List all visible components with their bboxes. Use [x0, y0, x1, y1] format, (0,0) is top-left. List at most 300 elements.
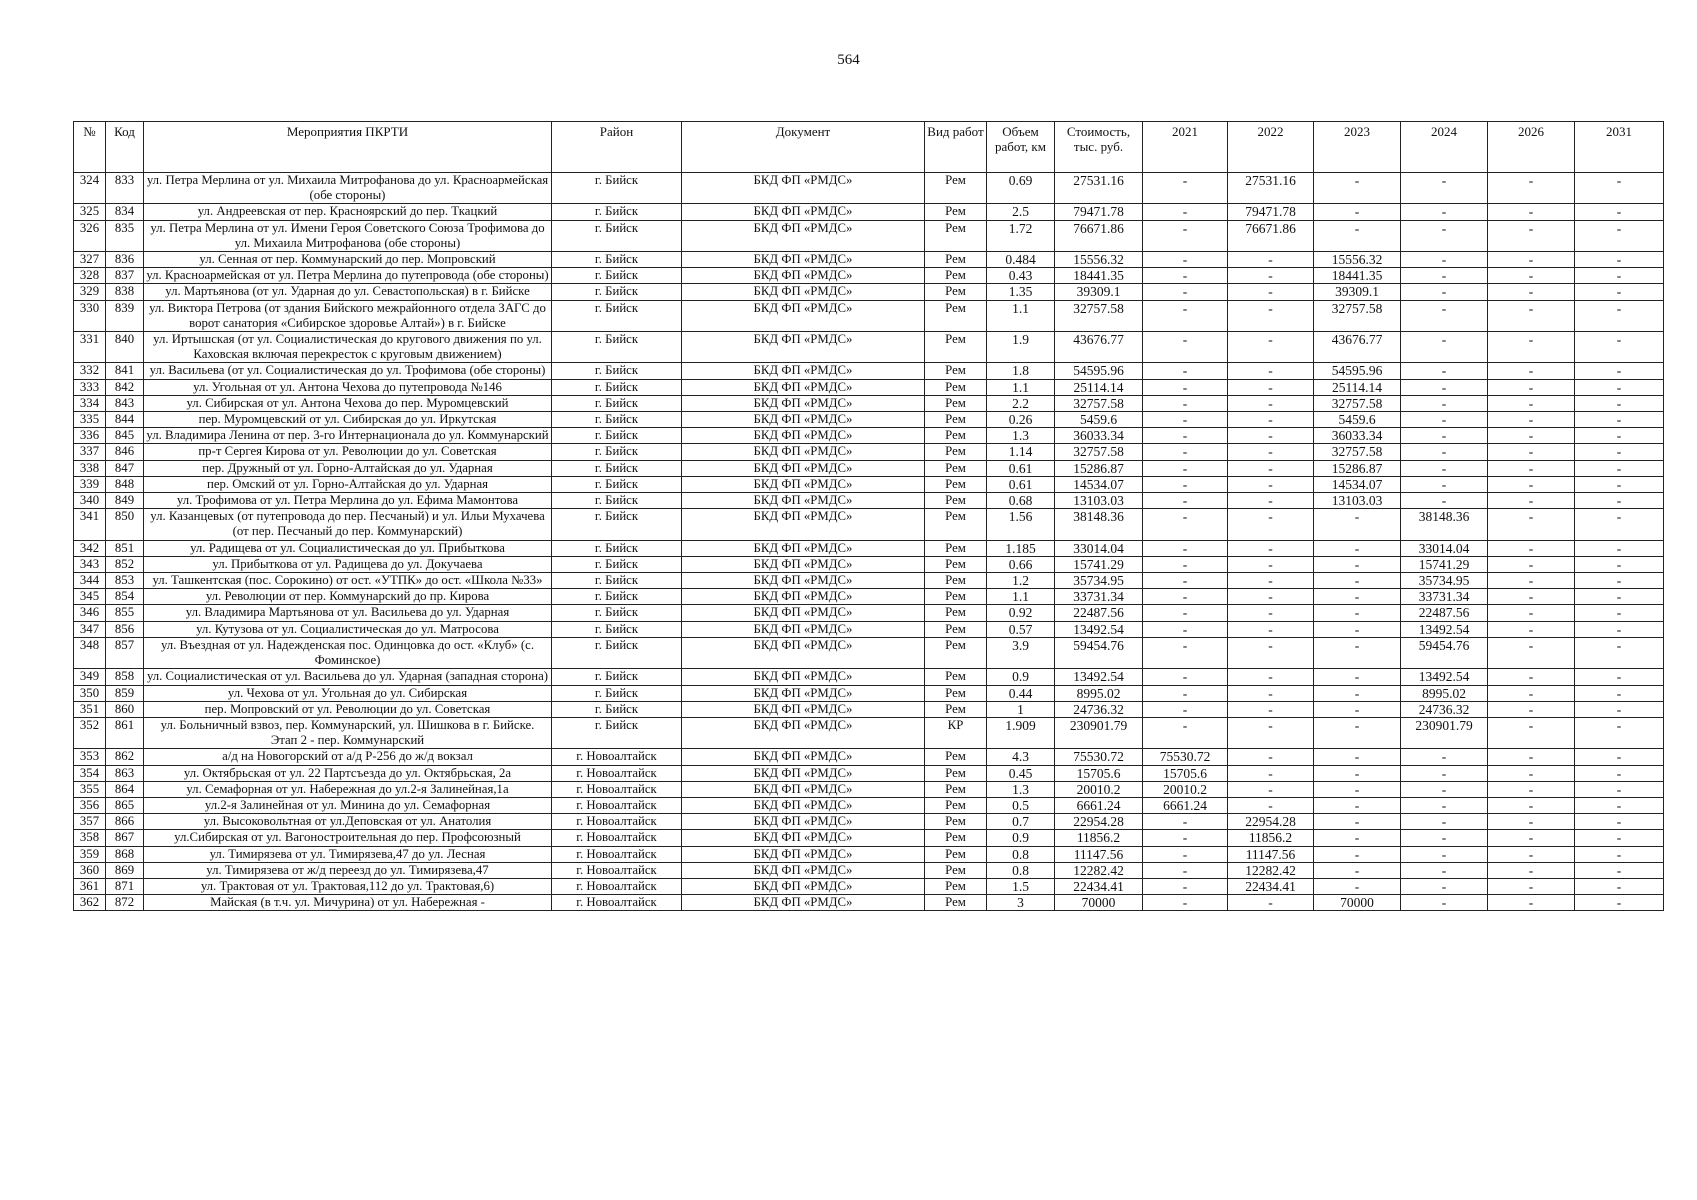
document-cell: БКД ФП «РМДС»: [682, 509, 925, 540]
year-2023-cell: 13103.03: [1314, 493, 1401, 509]
year-2022-cell: -: [1228, 460, 1314, 476]
document-cell: БКД ФП «РМДС»: [682, 173, 925, 204]
year-2026-cell: -: [1488, 862, 1575, 878]
district-cell: г. Бийск: [552, 412, 682, 428]
year-2023-cell: 15286.87: [1314, 460, 1401, 476]
event-name-cell: пер. Муромцевский от ул. Сибирская до ул. Иркутская: [144, 412, 552, 428]
district-cell: г. Бийск: [552, 395, 682, 411]
code-cell: 862: [106, 749, 144, 765]
code-cell: 866: [106, 814, 144, 830]
table-row: [74, 669, 1664, 685]
year-2021-cell: -: [1143, 395, 1228, 411]
event-name-cell: ул. Октябрьская от ул. 22 Партсъезда до ул. Октябрьская, 2а: [144, 765, 552, 781]
year-2021-cell: 6661.24: [1143, 797, 1228, 813]
cost-cell: 38148.36: [1055, 509, 1143, 540]
year-2023-cell: -: [1314, 717, 1401, 748]
year-2026-cell: -: [1488, 556, 1575, 572]
row-number-cell: 342: [74, 540, 106, 556]
cost-cell: 25114.14: [1055, 379, 1143, 395]
district-cell: г. Бийск: [552, 204, 682, 220]
year-2021-cell: -: [1143, 846, 1228, 862]
year-2024-cell: -: [1401, 460, 1488, 476]
year-2031-cell: -: [1575, 878, 1664, 894]
year-2023-cell: 25114.14: [1314, 379, 1401, 395]
table-row: [74, 637, 1664, 668]
year-2024-cell: 13492.54: [1401, 669, 1488, 685]
year-2026-cell: -: [1488, 252, 1575, 268]
work-type-cell: Рем: [925, 444, 987, 460]
document-cell: БКД ФП «РМДС»: [682, 332, 925, 363]
district-cell: г. Бийск: [552, 363, 682, 379]
cost-cell: 32757.58: [1055, 300, 1143, 331]
year-2026-cell: -: [1488, 717, 1575, 748]
year-2021-cell: -: [1143, 717, 1228, 748]
year-2021-cell: -: [1143, 556, 1228, 572]
event-name-cell: ул. Красноармейская от ул. Петра Мерлина до путепровода (обе стороны): [144, 268, 552, 284]
year-2024-cell: 22487.56: [1401, 605, 1488, 621]
row-number-cell: 329: [74, 284, 106, 300]
year-2031-cell: -: [1575, 862, 1664, 878]
year-2023-cell: -: [1314, 173, 1401, 204]
cost-cell: 11147.56: [1055, 846, 1143, 862]
year-2022-cell: -: [1228, 573, 1314, 589]
event-name-cell: ул.2-я Залинейная от ул. Минина до ул. Семафорная: [144, 797, 552, 813]
year-2021-cell: -: [1143, 814, 1228, 830]
volume-km-cell: 2.2: [987, 395, 1055, 411]
year-2023-cell: 32757.58: [1314, 444, 1401, 460]
district-cell: г. Бийск: [552, 701, 682, 717]
year-2024-cell: -: [1401, 444, 1488, 460]
district-cell: г. Бийск: [552, 540, 682, 556]
document-cell: БКД ФП «РМДС»: [682, 300, 925, 331]
volume-km-cell: 0.26: [987, 412, 1055, 428]
year-2024-cell: -: [1401, 332, 1488, 363]
cost-cell: 39309.1: [1055, 284, 1143, 300]
code-cell: 849: [106, 493, 144, 509]
event-name-cell: ул. Радищева от ул. Социалистическая до ул. Прибыткова: [144, 540, 552, 556]
event-name-cell: ул. Тимирязева от ж/д переезд до ул. Тимирязева,47: [144, 862, 552, 878]
year-2022-cell: -: [1228, 268, 1314, 284]
event-name-cell: ул. Высоковольтная от ул.Деповская от ул. Анатолия: [144, 814, 552, 830]
district-cell: г. Бийск: [552, 637, 682, 668]
district-cell: г. Бийск: [552, 717, 682, 748]
volume-km-cell: 3.9: [987, 637, 1055, 668]
cost-cell: 27531.16: [1055, 173, 1143, 204]
code-cell: 856: [106, 621, 144, 637]
document-cell: БКД ФП «РМДС»: [682, 878, 925, 894]
table-row: [74, 493, 1664, 509]
table-row: [74, 412, 1664, 428]
row-number-cell: 334: [74, 395, 106, 411]
code-cell: 855: [106, 605, 144, 621]
district-cell: г. Бийск: [552, 268, 682, 284]
year-2023-cell: 54595.96: [1314, 363, 1401, 379]
volume-km-cell: 0.66: [987, 556, 1055, 572]
document-cell: БКД ФП «РМДС»: [682, 830, 925, 846]
year-2031-cell: -: [1575, 781, 1664, 797]
year-2031-cell: -: [1575, 252, 1664, 268]
district-cell: г. Новоалтайск: [552, 878, 682, 894]
row-number-cell: 324: [74, 173, 106, 204]
year-2026-cell: -: [1488, 412, 1575, 428]
work-type-cell: КР: [925, 717, 987, 748]
year-2021-cell: -: [1143, 701, 1228, 717]
work-type-cell: Рем: [925, 605, 987, 621]
document-cell: БКД ФП «РМДС»: [682, 204, 925, 220]
volume-km-cell: 0.61: [987, 476, 1055, 492]
year-2023-cell: 70000: [1314, 895, 1401, 911]
year-2024-cell: -: [1401, 846, 1488, 862]
year-2023-cell: 32757.58: [1314, 300, 1401, 331]
year-2026-cell: -: [1488, 749, 1575, 765]
year-2022-cell: -: [1228, 493, 1314, 509]
year-2026-cell: -: [1488, 895, 1575, 911]
year-2024-cell: 15741.29: [1401, 556, 1488, 572]
document-cell: БКД ФП «РМДС»: [682, 493, 925, 509]
volume-km-cell: 0.7: [987, 814, 1055, 830]
document-cell: БКД ФП «РМДС»: [682, 717, 925, 748]
year-2031-cell: -: [1575, 444, 1664, 460]
cost-cell: 43676.77: [1055, 332, 1143, 363]
year-2022-cell: -: [1228, 412, 1314, 428]
table-row: [74, 395, 1664, 411]
code-cell: 868: [106, 846, 144, 862]
volume-km-cell: 1.5: [987, 878, 1055, 894]
year-2031-cell: -: [1575, 685, 1664, 701]
year-2022-cell: -: [1228, 685, 1314, 701]
event-name-cell: ул. Владимира Мартьянова от ул. Васильева до ул. Ударная: [144, 605, 552, 621]
code-cell: 859: [106, 685, 144, 701]
table-row: [74, 765, 1664, 781]
cost-cell: 13103.03: [1055, 493, 1143, 509]
work-type-cell: Рем: [925, 363, 987, 379]
year-2026-cell: -: [1488, 363, 1575, 379]
volume-km-cell: 1.3: [987, 428, 1055, 444]
year-2031-cell: -: [1575, 701, 1664, 717]
year-2021-cell: -: [1143, 476, 1228, 492]
year-2024-cell: 33731.34: [1401, 589, 1488, 605]
district-cell: г. Бийск: [552, 621, 682, 637]
cost-cell: 22487.56: [1055, 605, 1143, 621]
table-row: [74, 717, 1664, 748]
event-name-cell: ул. Мартьянова (от ул. Ударная до ул. Севастопольская) в г. Бийске: [144, 284, 552, 300]
district-cell: г. Бийск: [552, 284, 682, 300]
document-cell: БКД ФП «РМДС»: [682, 765, 925, 781]
year-2021-cell: -: [1143, 862, 1228, 878]
year-2031-cell: -: [1575, 797, 1664, 813]
document-cell: БКД ФП «РМДС»: [682, 701, 925, 717]
year-2024-cell: -: [1401, 476, 1488, 492]
district-cell: г. Бийск: [552, 573, 682, 589]
table-row: [74, 509, 1664, 540]
col-header: 2022: [1228, 122, 1314, 173]
year-2026-cell: -: [1488, 173, 1575, 204]
year-2022-cell: 11147.56: [1228, 846, 1314, 862]
code-cell: 864: [106, 781, 144, 797]
year-2023-cell: -: [1314, 846, 1401, 862]
volume-km-cell: 0.69: [987, 173, 1055, 204]
year-2021-cell: -: [1143, 685, 1228, 701]
work-type-cell: Рем: [925, 895, 987, 911]
year-2024-cell: -: [1401, 493, 1488, 509]
code-cell: 861: [106, 717, 144, 748]
cost-cell: 15705.6: [1055, 765, 1143, 781]
event-name-cell: ул. Въездная от ул. Надежденская пос. Одинцовка до ост. «Клуб» (с. Фоминское): [144, 637, 552, 668]
year-2031-cell: -: [1575, 846, 1664, 862]
work-type-cell: Рем: [925, 493, 987, 509]
work-type-cell: Рем: [925, 669, 987, 685]
row-number-cell: 326: [74, 220, 106, 251]
row-number-cell: 344: [74, 573, 106, 589]
table-row: [74, 540, 1664, 556]
document-cell: БКД ФП «РМДС»: [682, 412, 925, 428]
table-row: [74, 444, 1664, 460]
row-number-cell: 347: [74, 621, 106, 637]
year-2026-cell: -: [1488, 268, 1575, 284]
event-name-cell: ул. Казанцевых (от путепровода до пер. Песчаный) и ул. Ильи Мухачева (от пер. Песчаный до пер. Коммунарский): [144, 509, 552, 540]
year-2026-cell: -: [1488, 637, 1575, 668]
year-2022-cell: -: [1228, 895, 1314, 911]
table-row: [74, 220, 1664, 251]
year-2026-cell: -: [1488, 460, 1575, 476]
document-cell: БКД ФП «РМДС»: [682, 621, 925, 637]
work-type-cell: Рем: [925, 173, 987, 204]
volume-km-cell: 0.43: [987, 268, 1055, 284]
district-cell: г. Бийск: [552, 589, 682, 605]
year-2022-cell: -: [1228, 717, 1314, 748]
work-type-cell: Рем: [925, 589, 987, 605]
work-type-cell: Рем: [925, 862, 987, 878]
document-cell: БКД ФП «РМДС»: [682, 895, 925, 911]
volume-km-cell: 1.35: [987, 284, 1055, 300]
col-header: №: [74, 122, 106, 173]
year-2031-cell: -: [1575, 765, 1664, 781]
work-type-cell: Рем: [925, 395, 987, 411]
year-2022-cell: -: [1228, 444, 1314, 460]
code-cell: 839: [106, 300, 144, 331]
year-2026-cell: -: [1488, 765, 1575, 781]
code-cell: 850: [106, 509, 144, 540]
year-2031-cell: -: [1575, 895, 1664, 911]
code-cell: 833: [106, 173, 144, 204]
year-2024-cell: -: [1401, 412, 1488, 428]
volume-km-cell: 1.2: [987, 573, 1055, 589]
year-2031-cell: -: [1575, 814, 1664, 830]
volume-km-cell: 0.9: [987, 669, 1055, 685]
table-row: [74, 605, 1664, 621]
district-cell: г. Новоалтайск: [552, 781, 682, 797]
work-type-cell: Рем: [925, 220, 987, 251]
year-2024-cell: 59454.76: [1401, 637, 1488, 668]
volume-km-cell: 1.3: [987, 781, 1055, 797]
table-row: [74, 797, 1664, 813]
year-2026-cell: -: [1488, 493, 1575, 509]
year-2021-cell: -: [1143, 412, 1228, 428]
document-cell: БКД ФП «РМДС»: [682, 749, 925, 765]
row-number-cell: 351: [74, 701, 106, 717]
row-number-cell: 350: [74, 685, 106, 701]
year-2031-cell: -: [1575, 363, 1664, 379]
col-header: Объем работ, км: [987, 122, 1055, 173]
row-number-cell: 333: [74, 379, 106, 395]
year-2026-cell: -: [1488, 573, 1575, 589]
document-cell: БКД ФП «РМДС»: [682, 428, 925, 444]
code-cell: 845: [106, 428, 144, 444]
volume-km-cell: 1.909: [987, 717, 1055, 748]
work-type-cell: Рем: [925, 846, 987, 862]
district-cell: г. Новоалтайск: [552, 830, 682, 846]
year-2021-cell: -: [1143, 830, 1228, 846]
table-row: [74, 363, 1664, 379]
year-2024-cell: 8995.02: [1401, 685, 1488, 701]
table-row: [74, 862, 1664, 878]
year-2022-cell: -: [1228, 765, 1314, 781]
document-cell: БКД ФП «РМДС»: [682, 846, 925, 862]
table-row: [74, 460, 1664, 476]
table-row: [74, 476, 1664, 492]
year-2024-cell: -: [1401, 749, 1488, 765]
event-name-cell: пер. Омский от ул. Горно-Алтайская до ул. Ударная: [144, 476, 552, 492]
year-2031-cell: -: [1575, 268, 1664, 284]
year-2024-cell: 24736.32: [1401, 701, 1488, 717]
year-2031-cell: -: [1575, 379, 1664, 395]
volume-km-cell: 0.8: [987, 846, 1055, 862]
year-2031-cell: -: [1575, 395, 1664, 411]
year-2021-cell: 15705.6: [1143, 765, 1228, 781]
year-2026-cell: -: [1488, 444, 1575, 460]
year-2023-cell: -: [1314, 589, 1401, 605]
row-number-cell: 341: [74, 509, 106, 540]
year-2023-cell: 36033.34: [1314, 428, 1401, 444]
year-2021-cell: -: [1143, 332, 1228, 363]
table-row: [74, 701, 1664, 717]
year-2023-cell: 18441.35: [1314, 268, 1401, 284]
row-number-cell: 349: [74, 669, 106, 685]
code-cell: 837: [106, 268, 144, 284]
event-name-cell: ул. Васильева (от ул. Социалистическая до ул. Трофимова (обе стороны): [144, 363, 552, 379]
volume-km-cell: 1.14: [987, 444, 1055, 460]
year-2023-cell: -: [1314, 204, 1401, 220]
year-2022-cell: -: [1228, 332, 1314, 363]
year-2024-cell: -: [1401, 395, 1488, 411]
event-name-cell: ул. Больничный взвоз, пер. Коммунарский, ул. Шишкова в г. Бийске. Этап 2 - пер. Коммунарский: [144, 717, 552, 748]
district-cell: г. Новоалтайск: [552, 846, 682, 862]
year-2023-cell: -: [1314, 509, 1401, 540]
year-2021-cell: 20010.2: [1143, 781, 1228, 797]
year-2024-cell: 35734.95: [1401, 573, 1488, 589]
code-cell: 838: [106, 284, 144, 300]
year-2031-cell: -: [1575, 556, 1664, 572]
year-2022-cell: -: [1228, 252, 1314, 268]
work-type-cell: Рем: [925, 460, 987, 476]
table-row: [74, 284, 1664, 300]
document-cell: БКД ФП «РМДС»: [682, 540, 925, 556]
work-type-cell: Рем: [925, 204, 987, 220]
year-2026-cell: -: [1488, 878, 1575, 894]
row-number-cell: 357: [74, 814, 106, 830]
event-name-cell: ул. Чехова от ул. Угольная до ул. Сибирская: [144, 685, 552, 701]
cost-cell: 32757.58: [1055, 444, 1143, 460]
year-2024-cell: -: [1401, 830, 1488, 846]
year-2021-cell: -: [1143, 428, 1228, 444]
year-2024-cell: -: [1401, 268, 1488, 284]
code-cell: 860: [106, 701, 144, 717]
year-2023-cell: -: [1314, 637, 1401, 668]
code-cell: 851: [106, 540, 144, 556]
year-2026-cell: -: [1488, 300, 1575, 331]
year-2021-cell: -: [1143, 300, 1228, 331]
year-2021-cell: -: [1143, 605, 1228, 621]
row-number-cell: 336: [74, 428, 106, 444]
year-2022-cell: -: [1228, 300, 1314, 331]
code-cell: 853: [106, 573, 144, 589]
document-cell: БКД ФП «РМДС»: [682, 637, 925, 668]
year-2031-cell: -: [1575, 717, 1664, 748]
work-type-cell: Рем: [925, 830, 987, 846]
year-2024-cell: -: [1401, 765, 1488, 781]
table-row: [74, 781, 1664, 797]
col-header: Район: [552, 122, 682, 173]
code-cell: 865: [106, 797, 144, 813]
year-2021-cell: -: [1143, 621, 1228, 637]
row-number-cell: 331: [74, 332, 106, 363]
document-cell: БКД ФП «РМДС»: [682, 556, 925, 572]
table-row: [74, 878, 1664, 894]
event-name-cell: ул. Виктора Петрова (от здания Бийского межрайонного отдела ЗАГС до ворот санатория «Сибирское здоровье Алтай») в г. Бийске: [144, 300, 552, 331]
code-cell: 867: [106, 830, 144, 846]
event-name-cell: ул. Угольная от ул. Антона Чехова до путепровода №146: [144, 379, 552, 395]
year-2022-cell: -: [1228, 363, 1314, 379]
work-type-cell: Рем: [925, 284, 987, 300]
year-2026-cell: -: [1488, 204, 1575, 220]
year-2023-cell: -: [1314, 669, 1401, 685]
year-2024-cell: -: [1401, 878, 1488, 894]
cost-cell: 32757.58: [1055, 395, 1143, 411]
volume-km-cell: 1.1: [987, 379, 1055, 395]
event-name-cell: ул. Сенная от пер. Коммунарский до пер. Мопровский: [144, 252, 552, 268]
table-row: [74, 379, 1664, 395]
year-2026-cell: -: [1488, 605, 1575, 621]
row-number-cell: 335: [74, 412, 106, 428]
year-2022-cell: -: [1228, 797, 1314, 813]
event-name-cell: ул. Тимирязева от ул. Тимирязева,47 до ул. Лесная: [144, 846, 552, 862]
row-number-cell: 361: [74, 878, 106, 894]
event-name-cell: а/д на Новогорский от а/д Р-256 до ж/д вокзал: [144, 749, 552, 765]
year-2022-cell: 79471.78: [1228, 204, 1314, 220]
year-2026-cell: -: [1488, 428, 1575, 444]
year-2031-cell: -: [1575, 300, 1664, 331]
code-cell: 848: [106, 476, 144, 492]
year-2031-cell: -: [1575, 540, 1664, 556]
code-cell: 847: [106, 460, 144, 476]
year-2031-cell: -: [1575, 573, 1664, 589]
document-cell: БКД ФП «РМДС»: [682, 605, 925, 621]
document-cell: БКД ФП «РМДС»: [682, 573, 925, 589]
year-2023-cell: -: [1314, 862, 1401, 878]
event-name-cell: ул. Кутузова от ул. Социалистическая до ул. Матросова: [144, 621, 552, 637]
code-cell: 842: [106, 379, 144, 395]
year-2022-cell: 11856.2: [1228, 830, 1314, 846]
year-2024-cell: -: [1401, 252, 1488, 268]
year-2031-cell: -: [1575, 749, 1664, 765]
row-number-cell: 332: [74, 363, 106, 379]
cost-cell: 79471.78: [1055, 204, 1143, 220]
year-2031-cell: -: [1575, 332, 1664, 363]
cost-cell: 76671.86: [1055, 220, 1143, 251]
row-number-cell: 360: [74, 862, 106, 878]
year-2024-cell: -: [1401, 379, 1488, 395]
district-cell: г. Бийск: [552, 460, 682, 476]
